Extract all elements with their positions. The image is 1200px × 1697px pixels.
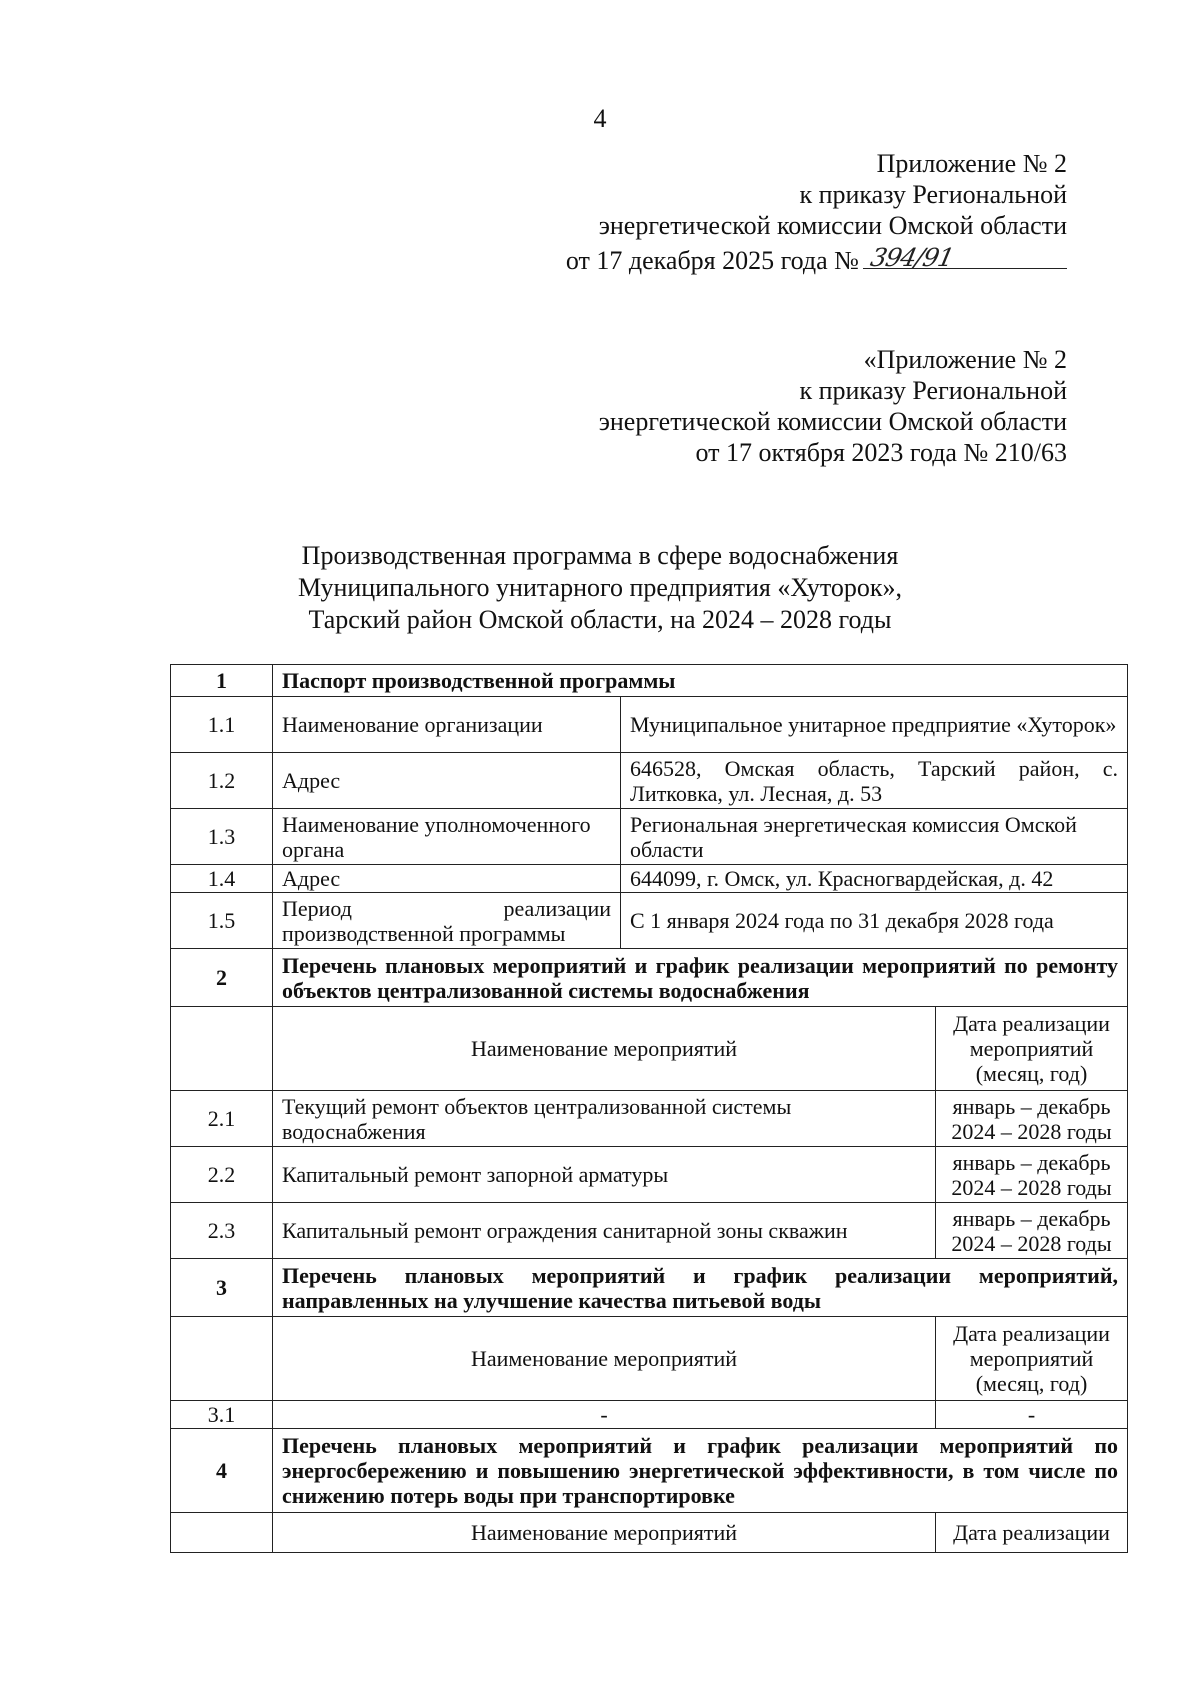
row-number: 1.3	[171, 809, 273, 865]
column-header-name: Наименование мероприятий	[273, 1007, 936, 1091]
section-number: 4	[171, 1429, 273, 1513]
table-row	[171, 753, 1128, 809]
annex-new-date: от 17 декабря 2025 года №	[565, 246, 859, 275]
handwritten-order-number: 394/91	[867, 243, 957, 272]
document-title	[0, 540, 1200, 636]
table-header-row	[171, 1513, 1128, 1553]
section-title: Перечень плановых мероприятий и график реализации мероприятий по энергосбережению и повышению энергетической эффективности, в том числе по снижению потерь воды при транспортировке	[273, 1429, 1128, 1513]
table-row	[171, 1091, 1128, 1147]
table-header-row	[171, 1317, 1128, 1401]
row-number: 1.1	[171, 697, 273, 753]
table-row	[171, 697, 1128, 753]
row-value: С 1 января 2024 года по 31 декабря 2028 года	[621, 893, 1128, 949]
empty-cell	[171, 1513, 273, 1553]
section-title: Перечень плановых мероприятий и график реализации мероприятий, направленных на улучшение качества питьевой воды	[273, 1259, 1128, 1317]
row-value: 644099, г. Омск, ул. Красногвардейская, д. 42	[621, 865, 1128, 893]
annex-new-line-4	[566, 241, 1067, 276]
table-row	[171, 1147, 1128, 1203]
row-number: 1.5	[171, 893, 273, 949]
row-number: 2.2	[171, 1147, 273, 1203]
row-name: Текущий ремонт объектов централизованной системы водоснабжения	[273, 1091, 936, 1147]
section-title: Перечень плановых мероприятий и график реализации мероприятий по ремонту объектов централизованной системы водоснабжения	[273, 949, 1128, 1007]
title-line-1: Производственная программа в сфере водоснабжения	[301, 541, 899, 570]
annex-new-line-2: к приказу Региональной	[799, 180, 1067, 209]
row-number: 3.1	[171, 1401, 273, 1429]
row-date: январь – декабрь 2024 – 2028 годы	[936, 1091, 1128, 1147]
title-line-3: Тарский район Омской области, на 2024 – 2028 годы	[308, 605, 892, 634]
section-number: 1	[171, 665, 273, 697]
section-3-header	[171, 1259, 1128, 1317]
row-number: 2.1	[171, 1091, 273, 1147]
annex-header-new	[566, 148, 1067, 276]
row-number: 2.3	[171, 1203, 273, 1259]
annex-old-line-1: «Приложение № 2	[863, 345, 1067, 374]
section-number: 2	[171, 949, 273, 1007]
order-number-field	[863, 241, 1067, 272]
row-name: -	[273, 1401, 936, 1429]
table-row	[171, 809, 1128, 865]
annex-header-old	[599, 344, 1067, 468]
empty-cell	[171, 1317, 273, 1401]
column-header-name: Наименование мероприятий	[273, 1513, 936, 1553]
section-4-header	[171, 1429, 1128, 1513]
section-number: 3	[171, 1259, 273, 1317]
row-value: Муниципальное унитарное предприятие «Хуторок»	[621, 697, 1128, 753]
row-label: Наименование организации	[273, 697, 621, 753]
row-date: январь – декабрь 2024 – 2028 годы	[936, 1147, 1128, 1203]
row-label: Адрес	[273, 865, 621, 893]
section-2-header	[171, 949, 1128, 1007]
row-date: январь – декабрь 2024 – 2028 годы	[936, 1203, 1128, 1259]
column-header-name: Наименование мероприятий	[273, 1317, 936, 1401]
annex-new-line-3: энергетической комиссии Омской области	[598, 211, 1067, 240]
row-name: Капитальный ремонт ограждения санитарной зоны скважин	[273, 1203, 936, 1259]
table-row	[171, 865, 1128, 893]
annex-old-line-4: от 17 октября 2023 года № 210/63	[695, 438, 1067, 467]
title-line-2: Муниципального унитарного предприятия «Хуторок»,	[297, 573, 903, 602]
annex-old-line-2: к приказу Региональной	[799, 376, 1067, 405]
row-number: 1.2	[171, 753, 273, 809]
row-date: -	[936, 1401, 1128, 1429]
annex-new-line-1: Приложение № 2	[876, 149, 1067, 178]
row-value: Региональная энергетическая комиссия Омской области	[621, 809, 1128, 865]
table-row	[171, 893, 1128, 949]
section-title: Паспорт производственной программы	[273, 665, 1128, 697]
section-1-header	[171, 665, 1128, 697]
column-header-date: Дата реализации мероприятий (месяц, год)	[936, 1007, 1128, 1091]
row-name: Капитальный ремонт запорной арматуры	[273, 1147, 936, 1203]
table-header-row	[171, 1007, 1128, 1091]
program-table	[170, 664, 1128, 1553]
table-row	[171, 1401, 1128, 1429]
page-number: 4	[593, 104, 607, 133]
row-label: Наименование уполномоченного органа	[273, 809, 621, 865]
row-label: Адрес	[273, 753, 621, 809]
annex-old-line-3: энергетической комиссии Омской области	[598, 407, 1067, 436]
table-row	[171, 1203, 1128, 1259]
row-value: 646528, Омская область, Тарский район, с. Литковка, ул. Лесная, д. 53	[621, 753, 1128, 809]
column-header-date: Дата реализации мероприятий (месяц, год)	[936, 1317, 1128, 1401]
column-header-date: Дата реализации	[936, 1513, 1128, 1553]
row-label: Период реализации производственной программы	[273, 893, 621, 949]
row-number: 1.4	[171, 865, 273, 893]
empty-cell	[171, 1007, 273, 1091]
